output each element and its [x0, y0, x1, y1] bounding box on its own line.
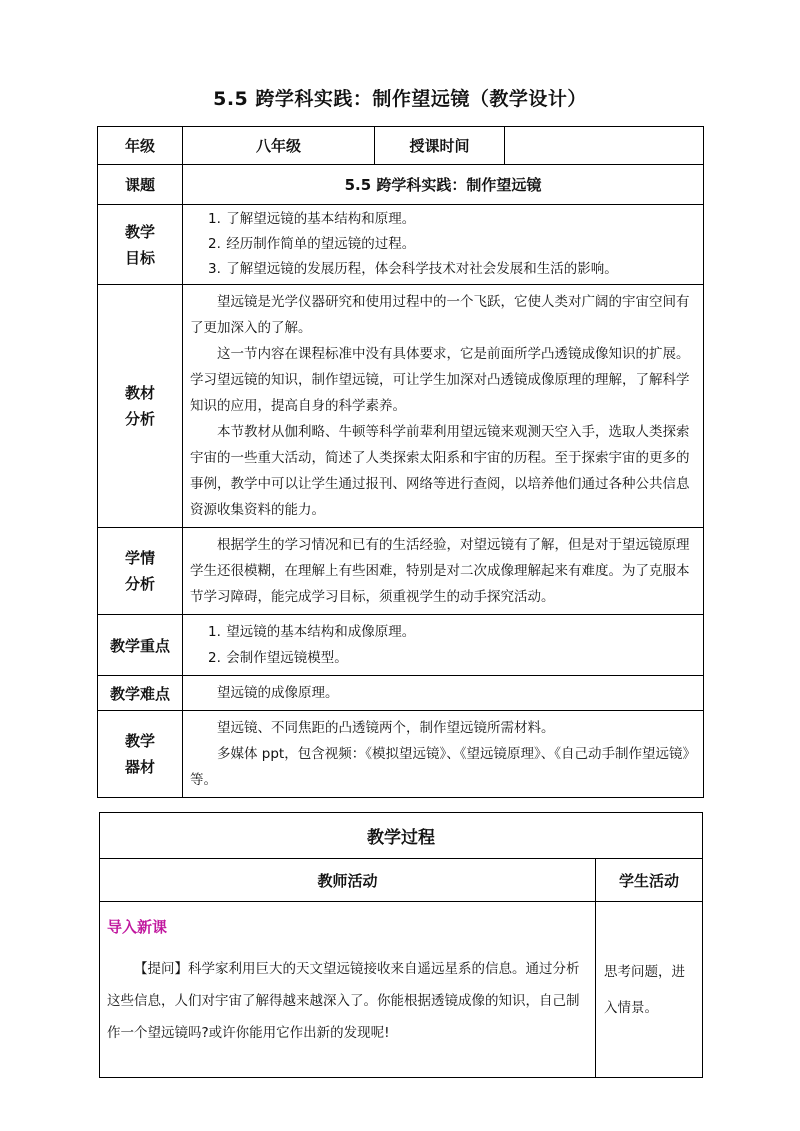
difficulty-label: 教学难点: [98, 676, 183, 711]
time-value: [505, 127, 704, 165]
keypoints-row: [98, 615, 704, 676]
keypoints-list: [183, 615, 704, 676]
student-activity-header: 学生活动: [596, 859, 703, 902]
equipment-paragraph: 望远镜、不同焦距的凸透镜两个，制作望远镜所需材料。: [217, 720, 555, 736]
equipment-row: [98, 711, 704, 798]
student-activity-cell: 思考问题，进入情景。: [596, 902, 703, 1078]
teacher-activity-cell: [100, 902, 596, 1078]
material-paragraph: 望远镜是光学仪器研究和使用过程中的一个飞跃，它使人类对广阔的宇宙空间有了更加深入的了解。: [190, 294, 690, 336]
material-row: [98, 285, 704, 528]
keypoint-item: 1. 望远镜的基本结构和成像原理。: [208, 624, 416, 640]
equipment-paragraph: 多媒体 ppt，包含视频：《模拟望远镜》、《望远镜原理》、《自己动手制作望远镜》等。: [190, 746, 696, 788]
material-analysis: [183, 285, 704, 528]
difficulty-row: [98, 676, 704, 711]
goal-item: 1. 了解望远镜的基本结构和原理。: [208, 211, 416, 227]
keypoint-item: 2. 会制作望远镜模型。: [208, 650, 348, 666]
material-label: 教材 分析: [98, 285, 183, 528]
process-header-row: [100, 859, 703, 902]
goal-item: 3. 了解望远镜的发展历程，体会科学技术对社会发展和生活的影响。: [208, 261, 618, 277]
material-paragraph: 这一节内容在课程标准中没有具体要求，它是前面所学凸透镜成像知识的扩展。学习望远镜的知识，制作望远镜，可让学生加深对凸透镜成像原理的理解，了解科学知识的应用，提高自身的科学素养。: [190, 346, 690, 414]
student-analysis-row: [98, 528, 704, 615]
grade-label: 年级: [98, 127, 183, 165]
student-analysis-paragraph: 根据学生的学习情况和已有的生活经验，对望远镜有了解，但是对于望远镜原理学生还很模糊，在理解上有些困难，特别是对二次成像理解起来有难度。为了克服本节学习障碍，能完成学习目标，须重视学生的动手探究活动。: [190, 537, 690, 605]
intro-text: 【提问】科学家利用巨大的天文望远镜接收来自遥远星系的信息。通过分析这些信息，人们对宇宙了解得越来越深入了。你能根据透镜成像的知识，自己制作一个望远镜吗?或许你能用它作出新的发现呢!: [107, 961, 580, 1041]
difficulty-value: 望远镜的成像原理。: [183, 676, 704, 711]
lesson-info-table: [97, 126, 704, 798]
teaching-process-table: [99, 812, 703, 1078]
topic-label: 课题: [98, 165, 183, 205]
student-analysis-label: 学情 分析: [98, 528, 183, 615]
keypoints-label: 教学重点: [98, 615, 183, 676]
document-title: 5.5 跨学科实践：制作望远镜（教学设计）: [213, 88, 587, 110]
goals-row: [98, 205, 704, 285]
intro-row: [100, 902, 703, 1078]
grade-value: 八年级: [183, 127, 375, 165]
intro-heading: 导入新课: [107, 918, 168, 936]
equipment-list: [183, 711, 704, 798]
student-analysis: [183, 528, 704, 615]
teacher-activity-header: 教师活动: [100, 859, 596, 902]
time-label: 授课时间: [375, 127, 505, 165]
process-title-row: [100, 813, 703, 859]
grade-row: [98, 127, 704, 165]
process-title: 教学过程: [100, 813, 703, 859]
goals-list: [183, 205, 704, 285]
material-paragraph: 本节教材从伽利略、牛顿等科学前辈利用望远镜来观测天空入手，选取人类探索宇宙的一些重大活动，简述了人类探索太阳系和宇宙的历程。至于探索宇宙的更多的事例，教学中可以让学生通过报刊、网络等进行查阅，以培养他们通过各种公共信息资源收集资料的能力。: [190, 424, 690, 518]
topic-value: 5.5 跨学科实践：制作望远镜: [183, 165, 704, 205]
goals-label: 教学 目标: [98, 205, 183, 285]
equipment-label: 教学 器材: [98, 711, 183, 798]
goal-item: 2. 经历制作简单的望远镜的过程。: [208, 236, 416, 252]
topic-row: [98, 165, 704, 205]
